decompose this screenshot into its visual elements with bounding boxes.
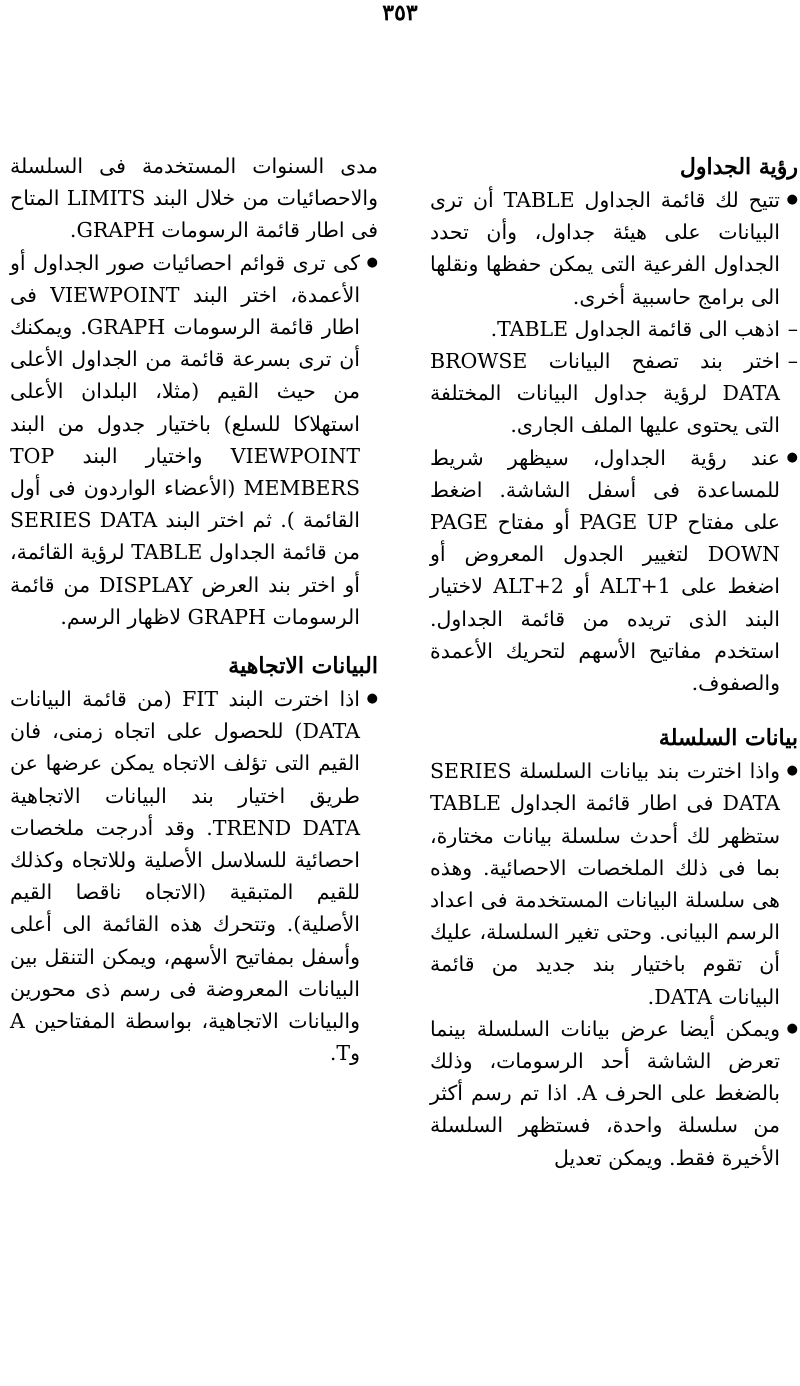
table-help-bar-bullet: ● عند رؤية الجداول، سيظهر شريط للمساعدة فى أسفل الشاشة. اضغط على مفتاح PAGE UP أو مفتاح PAGE DOWN لتغيير الجدول المعروض أو اضغط على ALT+1 أو ALT+2 لاختيار البند الذى تريده من قائمة الجداول. استخدم مفاتيح الأسهم لتحريك الأعمدة والصفوف.	[430, 442, 798, 700]
trend-data-bullet: ● اذا اخترت البند FIT (من قائمة البيانات DATA) للحصول على اتجاه زمنى، فان القيم التى تؤلف الاتجاه يمكن عرضها عن طريق اختيار بند البيانات الاتجاهية TREND DATA. وقد أدرجت ملخصات احصائية للسلاسل الأصلية وللاتجاه وكذلك للقيم المتبقية (الاتجاه ناقصا القيم الأصلية). وتتحرك هذه القائمة الى أعلى وأسفل بمفاتيح الأسهم، ويمكن التنقل بين البيانات المعروضة فى رسم ذى محورين والبيانات الاتجاهية، بواسطة المفتاحين A وT.	[10, 683, 378, 1069]
page-number: ٣٥٣	[382, 0, 418, 26]
table-step-1: – اذهب الى قائمة الجداول TABLE.	[430, 313, 798, 345]
table-step-2: – اختر بند تصفح البيانات BROWSE DATA لرؤية جداول البيانات المختلفة التى يحتوى عليها الملف الجارى.	[430, 345, 798, 442]
series-data-bullet-1: ● واذا اخترت بند بيانات السلسلة SERIES DATA فى اطار قائمة الجداول TABLE ستظهر لك أحدث سلسلة بيانات مختارة، بما فى ذلك الملخصات الاحصائية. وهذه هى سلسلة البيانات المستخدمة فى اعداد الرسم البيانى. وحتى تغير السلسلة، عليك أن تقوم باختيار بند جديد من قائمة البيانات DATA.	[430, 755, 798, 1013]
continuation-paragraph: مدى السنوات المستخدمة فى السلسلة والاحصائيات من خلال البند LIMITS المتاح فى اطار قائمة الرسومات GRAPH.	[10, 154, 378, 243]
left-column	[10, 150, 378, 1069]
series-data-bullet-2: ● ويمكن أيضا عرض بيانات السلسلة بينما تعرض الشاشة أحد الرسومات، وذلك بالضغط على الحرف A. اذا تم رسم أكثر من سلسلة واحدة، فستظهر السلسلة الأخيرة فقط. ويمكن تعديل	[430, 1013, 798, 1174]
series-data-heading: بيانات السلسلة	[658, 725, 798, 752]
trend-data-heading: البيانات الاتجاهية	[228, 653, 378, 680]
right-column	[430, 150, 798, 1174]
table-intro-bullet: ● تتيح لك قائمة الجداول TABLE أن ترى البيانات على هيئة جداول، وأن تحدد الجداول الفرعية التى يمكن حفظها ونقلها الى برامج حاسبية أخرى.	[430, 184, 798, 313]
table-view-heading: رؤية الجداول	[679, 154, 798, 180]
viewpoint-bullet: ● كى ترى قوائم احصائيات صور الجداول أو الأعمدة، اختر البند VIEWPOINT فى اطار قائمة الرسومات GRAPH. ويمكنك أن ترى بسرعة قائمة من الجداول الأعلى من حيث القيم (مثلا، البلدان الأعلى استهلاكا للسلع) باختيار جدول من البند VIEWPOINT واختيار البند TOP MEMBERS (الأعضاء الواردون فى أول القائمة ). ثم اختر البند SERIES DATA من قائمة الجداول TABLE لرؤية القائمة، أو اختر بند العرض DISPLAY من قائمة الرسومات GRAPH لاظهار الرسم.	[10, 247, 378, 633]
